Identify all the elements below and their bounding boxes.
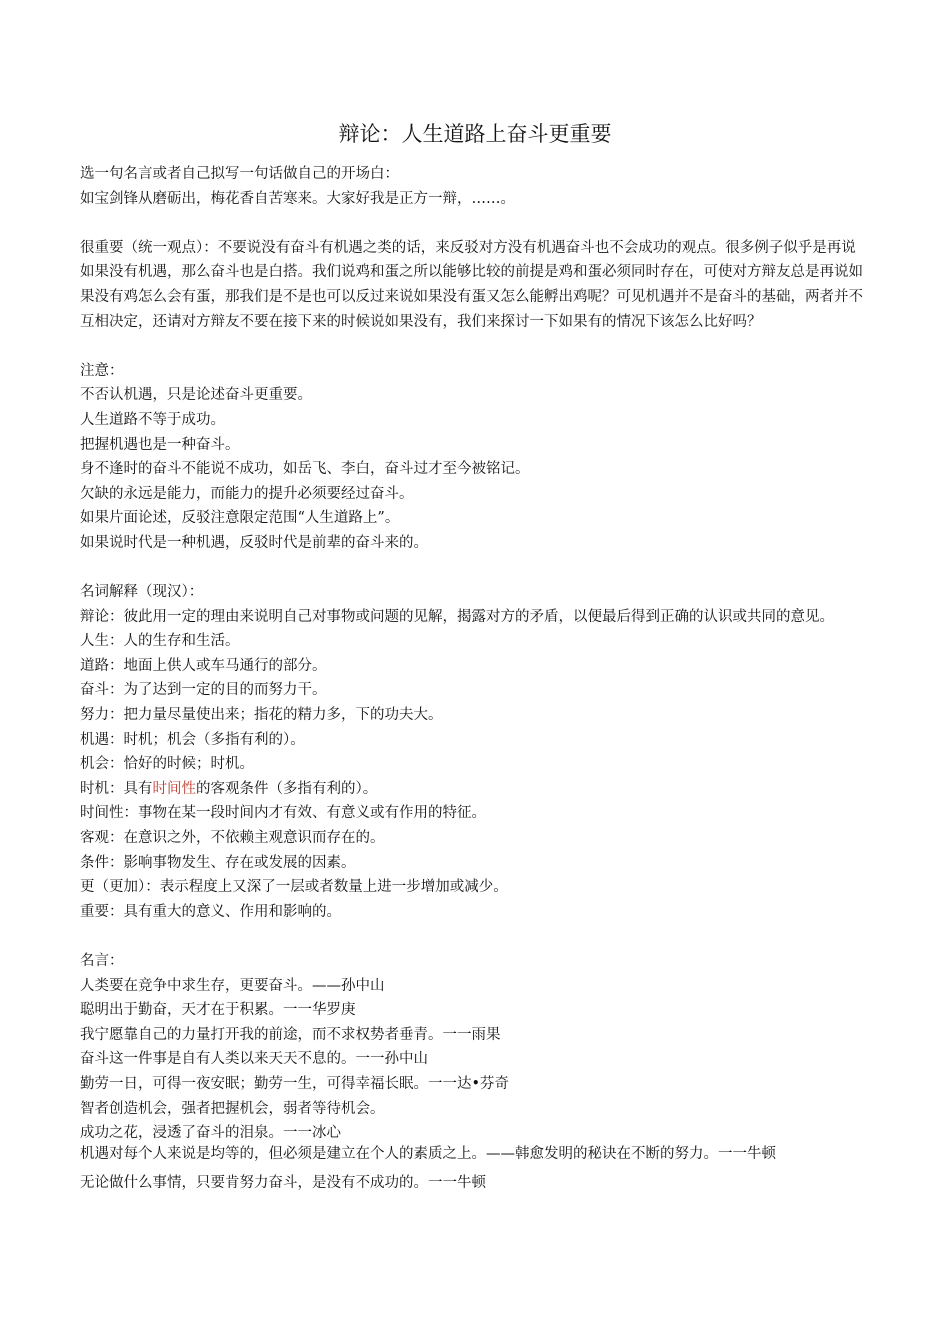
term-shiji-suffix: 的客观条件（多指有利的）。 — [196, 780, 378, 797]
quote-item: 人类要在竞争中求生存，更要奋斗。——孙中山 — [80, 977, 385, 994]
term-item: 机遇：时机；机会（多指有利的）。 — [80, 731, 305, 748]
spacer — [80, 334, 870, 359]
notes-heading: 注意： — [80, 362, 124, 379]
quote-item: 勤劳一日，可得一夜安眠；勤劳一生，可得幸福长眠。一一达•芬奇 — [80, 1075, 510, 1092]
term-item: 条件：影响事物发生、存在或发展的因素。 — [80, 854, 356, 871]
term-item: 努力：把力量尽量使出来；指花的精力多，下的功夫大。 — [80, 707, 443, 724]
quote-item: 智者创造机会，强者把握机会，弱者等待机会。 — [80, 1100, 385, 1117]
note-item: 如果片面论述，反驳注意限定范围“人生道路上”。 — [80, 510, 400, 527]
opening-heading: 选一句名言或者自己拟写一句话做自己的开场白： — [80, 166, 399, 182]
quote-item-long: 机遇对每个人来说是均等的，但必须是建立在个人的素质之上。——韩愈发明的秘诀在不断的努力。一一牛顿 — [80, 1145, 776, 1162]
term-item: 更（更加）：表示程度上又深了一层或者数量上进一步增加或减少。 — [80, 879, 508, 896]
terms-heading: 名词解释（现汉）： — [80, 584, 204, 601]
document-body — [80, 162, 870, 1195]
note-item: 把握机遇也是一种奋斗。 — [80, 436, 240, 453]
spacer — [80, 211, 870, 236]
term-item: 时间性：事物在某一段时间内才有效、有意义或有作用的特征。 — [80, 805, 486, 822]
term-item: 辩论：彼此用一定的理由来说明自己对事物或问题的见解，揭露对方的矛盾，以便最后得到正确的认识或共同的意见。 — [80, 608, 834, 625]
quote-item: 我宁愿靠自己的力量打开我的前途，而不求权势者垂青。一一雨果 — [80, 1026, 501, 1043]
term-item: 客观：在意识之外，不依赖主观意识而存在的。 — [80, 830, 385, 847]
term-shiji-highlight: 时间性 — [152, 780, 196, 797]
term-item: 奋斗：为了达到一定的目的而努力干。 — [80, 682, 327, 699]
quote-item: 无论做什么事情，只要肯努力奋斗，是没有不成功的。一一牛顿 — [80, 1174, 486, 1191]
spacer — [80, 924, 870, 949]
note-item: 欠缺的永远是能力，而能力的提升必须要经过奋斗。 — [80, 485, 414, 502]
term-item: 道路：地面上供人或车马通行的部分。 — [80, 657, 327, 674]
term-item: 人生：人的生存和生活。 — [80, 633, 240, 650]
note-item: 如果说时代是一种机遇，反驳时代是前辈的奋斗来的。 — [80, 534, 428, 551]
quotes-heading: 名言： — [80, 953, 124, 969]
term-item: 机会：恰好的时候；时机。 — [80, 756, 254, 773]
opening-text: 如宝剑锋从磨砺出，梅花香自苦寒来。大家好我是正方一辩，……。 — [80, 190, 515, 207]
quote-item: 聪明出于勤奋，天才在于积累。一一华罗庚 — [80, 1002, 356, 1019]
note-item: 人生道路不等于成功。 — [80, 411, 225, 428]
spacer — [80, 556, 870, 581]
quote-item: 奋斗这一件事是自有人类以来天天不息的。一一孙中山 — [80, 1051, 428, 1068]
note-item: 身不逢时的奋斗不能说不成功，如岳飞、李白，奋斗过才至今被铭记。 — [80, 461, 530, 478]
note-item: 不否认机遇，只是论述奋斗更重要。 — [80, 387, 312, 404]
quote-item: 成功之花，浸透了奋斗的泪泉。一一冰心 — [80, 1125, 341, 1142]
term-item: 重要：具有重大的意义、作用和影响的。 — [80, 903, 341, 920]
important-paragraph: 很重要（统一观点）：不要说没有奋斗有机遇之类的话，来反驳对方没有机遇奋斗也不会成功的观点。很多例子似乎是再说如果没有机遇，那么奋斗也是白搭。我们说鸡和蛋之所以能够比较的前提是鸡和蛋必须同时存在，可使对方辩友总是再说如果没有鸡怎么会有蛋，那我们是不是也可以反过来说如果没有蛋又怎么能孵出鸡呢？可见机遇并不是奋斗的基础，两者并不互相决定，还请对方辩友不要在接下来的时候说如果没有，我们来探讨一下如果有的情况下该怎么比好吗？ — [80, 239, 863, 330]
page-title: 辩论：人生道路上奋斗更重要 — [338, 122, 612, 146]
term-item-shiji — [80, 777, 870, 802]
term-shiji-prefix: 时机：具有 — [80, 780, 153, 797]
